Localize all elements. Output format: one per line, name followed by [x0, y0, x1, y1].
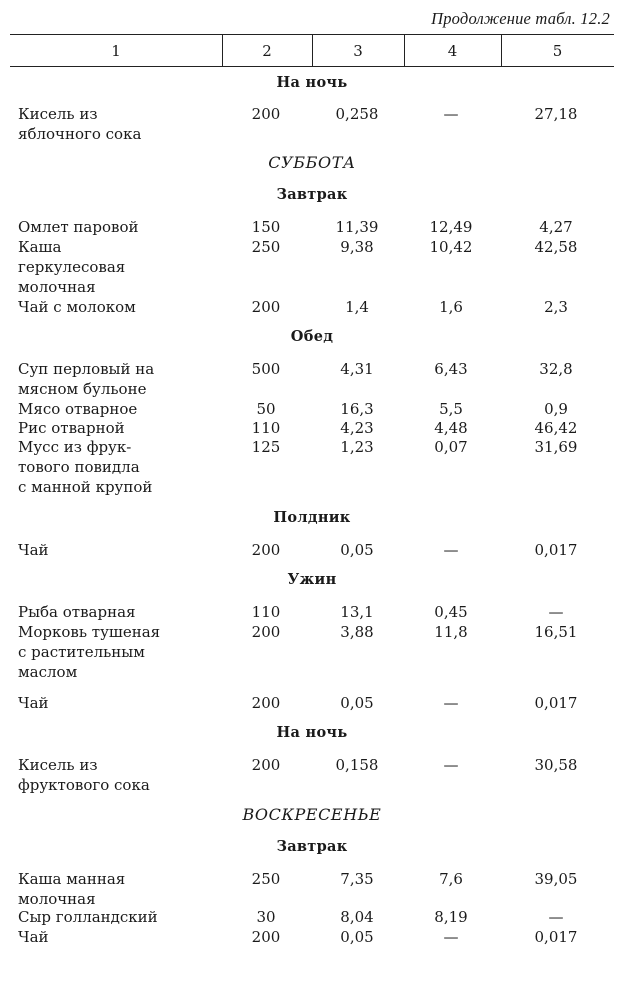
cell-col-4: —	[443, 756, 459, 774]
cell-col-5: 0,017	[534, 694, 578, 712]
cell-col-5: —	[548, 603, 564, 621]
cell-col-2: 200	[251, 928, 281, 946]
cell-col-3: 0,05	[340, 928, 374, 946]
meal-heading: Завтрак	[276, 186, 348, 203]
meal-heading: На ночь	[276, 74, 348, 91]
dish-name: Чай	[18, 694, 49, 712]
cell-col-5: 42,58	[534, 238, 578, 256]
column-header-5: 5	[552, 42, 563, 60]
cell-col-5: 31,69	[534, 438, 578, 456]
cell-col-3: 9,38	[340, 238, 374, 256]
day-heading: ВОСКРЕСЕНЬЕ	[242, 805, 382, 824]
dish-name: Кисель из фруктового сока	[18, 756, 150, 794]
cell-col-4: 6,43	[434, 360, 468, 378]
cell-col-4: 0,07	[434, 438, 468, 456]
cell-col-5: 27,18	[534, 105, 578, 123]
dish-name: Каша геркулесовая молочная	[18, 238, 126, 296]
cell-col-2: 150	[251, 218, 281, 236]
cell-col-4: 7,6	[439, 870, 463, 888]
cell-col-4: —	[443, 694, 459, 712]
cell-col-5: 4,27	[539, 218, 573, 236]
cell-col-2: 250	[251, 238, 281, 256]
column-header-1: 1	[111, 42, 121, 60]
meal-heading: Ужин	[287, 571, 337, 588]
cell-col-3: 16,3	[340, 400, 374, 418]
dish-name: Чай	[18, 541, 49, 559]
cell-col-3: 4,23	[340, 419, 374, 437]
cell-col-3: 1,23	[340, 438, 374, 456]
cell-col-2: 200	[251, 298, 281, 316]
meal-heading: На ночь	[276, 724, 348, 741]
dish-name: Рис отварной	[18, 419, 125, 437]
cell-col-4: —	[443, 541, 459, 559]
dish-name: Омлет паровой	[18, 218, 139, 236]
cell-col-4: 5,5	[439, 400, 463, 418]
cell-col-2: 200	[251, 694, 281, 712]
cell-col-2: 30	[256, 908, 276, 926]
dish-name: Чай с молоком	[18, 298, 136, 316]
column-header-4: 4	[447, 42, 458, 60]
meal-heading: Обед	[290, 328, 334, 345]
dish-name: Морковь тушеная с растительным маслом	[18, 623, 161, 681]
dish-name: Мясо отварное	[18, 400, 138, 418]
cell-col-2: 250	[251, 870, 281, 888]
table-caption: Продолжение табл. 12.2	[431, 9, 610, 28]
cell-col-2: 200	[251, 623, 281, 641]
cell-col-3: 1,4	[345, 298, 369, 316]
cell-col-2: 110	[251, 603, 281, 621]
cell-col-4: 8,19	[434, 908, 468, 926]
day-heading: СУББОТА	[268, 153, 356, 172]
cell-col-3: 8,04	[340, 908, 374, 926]
column-header-3: 3	[353, 42, 363, 60]
column-header-2: 2	[262, 42, 272, 60]
cell-col-2: 200	[251, 541, 281, 559]
cell-col-4: 10,42	[429, 238, 473, 256]
cell-col-5: 39,05	[534, 870, 578, 888]
cell-col-3: 0,05	[340, 694, 374, 712]
cell-col-4: —	[443, 105, 459, 123]
cell-col-5: 2,3	[544, 298, 568, 316]
cell-col-2: 500	[251, 360, 281, 378]
cell-col-3: 0,158	[335, 756, 379, 774]
dish-name: Мусс из фрук- тового повидла с манной крупой	[18, 438, 153, 496]
cell-col-2: 125	[251, 438, 281, 456]
cell-col-3: 3,88	[340, 623, 374, 641]
cell-col-4: 0,45	[434, 603, 468, 621]
dish-name: Чай	[18, 928, 49, 946]
cell-col-3: 0,258	[335, 105, 379, 123]
cell-col-5: 0,017	[534, 928, 578, 946]
cell-col-5: 0,017	[534, 541, 578, 559]
cell-col-4: 12,49	[429, 218, 473, 236]
cell-col-3: 11,39	[335, 218, 379, 236]
meal-heading: Полдник	[273, 509, 351, 526]
cell-col-3: 13,1	[340, 603, 374, 621]
cell-col-3: 4,31	[340, 360, 374, 378]
dish-name: Рыба отварная	[18, 603, 136, 621]
cell-col-5: —	[548, 908, 564, 926]
dish-name: Суп перловый на мясном бульоне	[18, 360, 155, 398]
cell-col-3: 7,35	[340, 870, 374, 888]
cell-col-4: 1,6	[439, 298, 463, 316]
cell-col-2: 200	[251, 756, 281, 774]
dish-name: Кисель из яблочного сока	[18, 105, 142, 143]
cell-col-5: 0,9	[544, 400, 568, 418]
cell-col-5: 46,42	[534, 419, 578, 437]
cell-col-3: 0,05	[340, 541, 374, 559]
dish-name: Каша манная молочная	[18, 870, 126, 908]
cell-col-4: 11,8	[434, 623, 468, 641]
cell-col-2: 50	[256, 400, 276, 418]
cell-col-4: 4,48	[434, 419, 468, 437]
dish-name: Сыр голландский	[18, 908, 158, 926]
cell-col-2: 110	[251, 419, 281, 437]
cell-col-5: 16,51	[534, 623, 578, 641]
cell-col-2: 200	[251, 105, 281, 123]
meal-heading: Завтрак	[276, 838, 348, 855]
cell-col-5: 32,8	[539, 360, 573, 378]
cell-col-4: —	[443, 928, 459, 946]
cell-col-5: 30,58	[534, 756, 578, 774]
